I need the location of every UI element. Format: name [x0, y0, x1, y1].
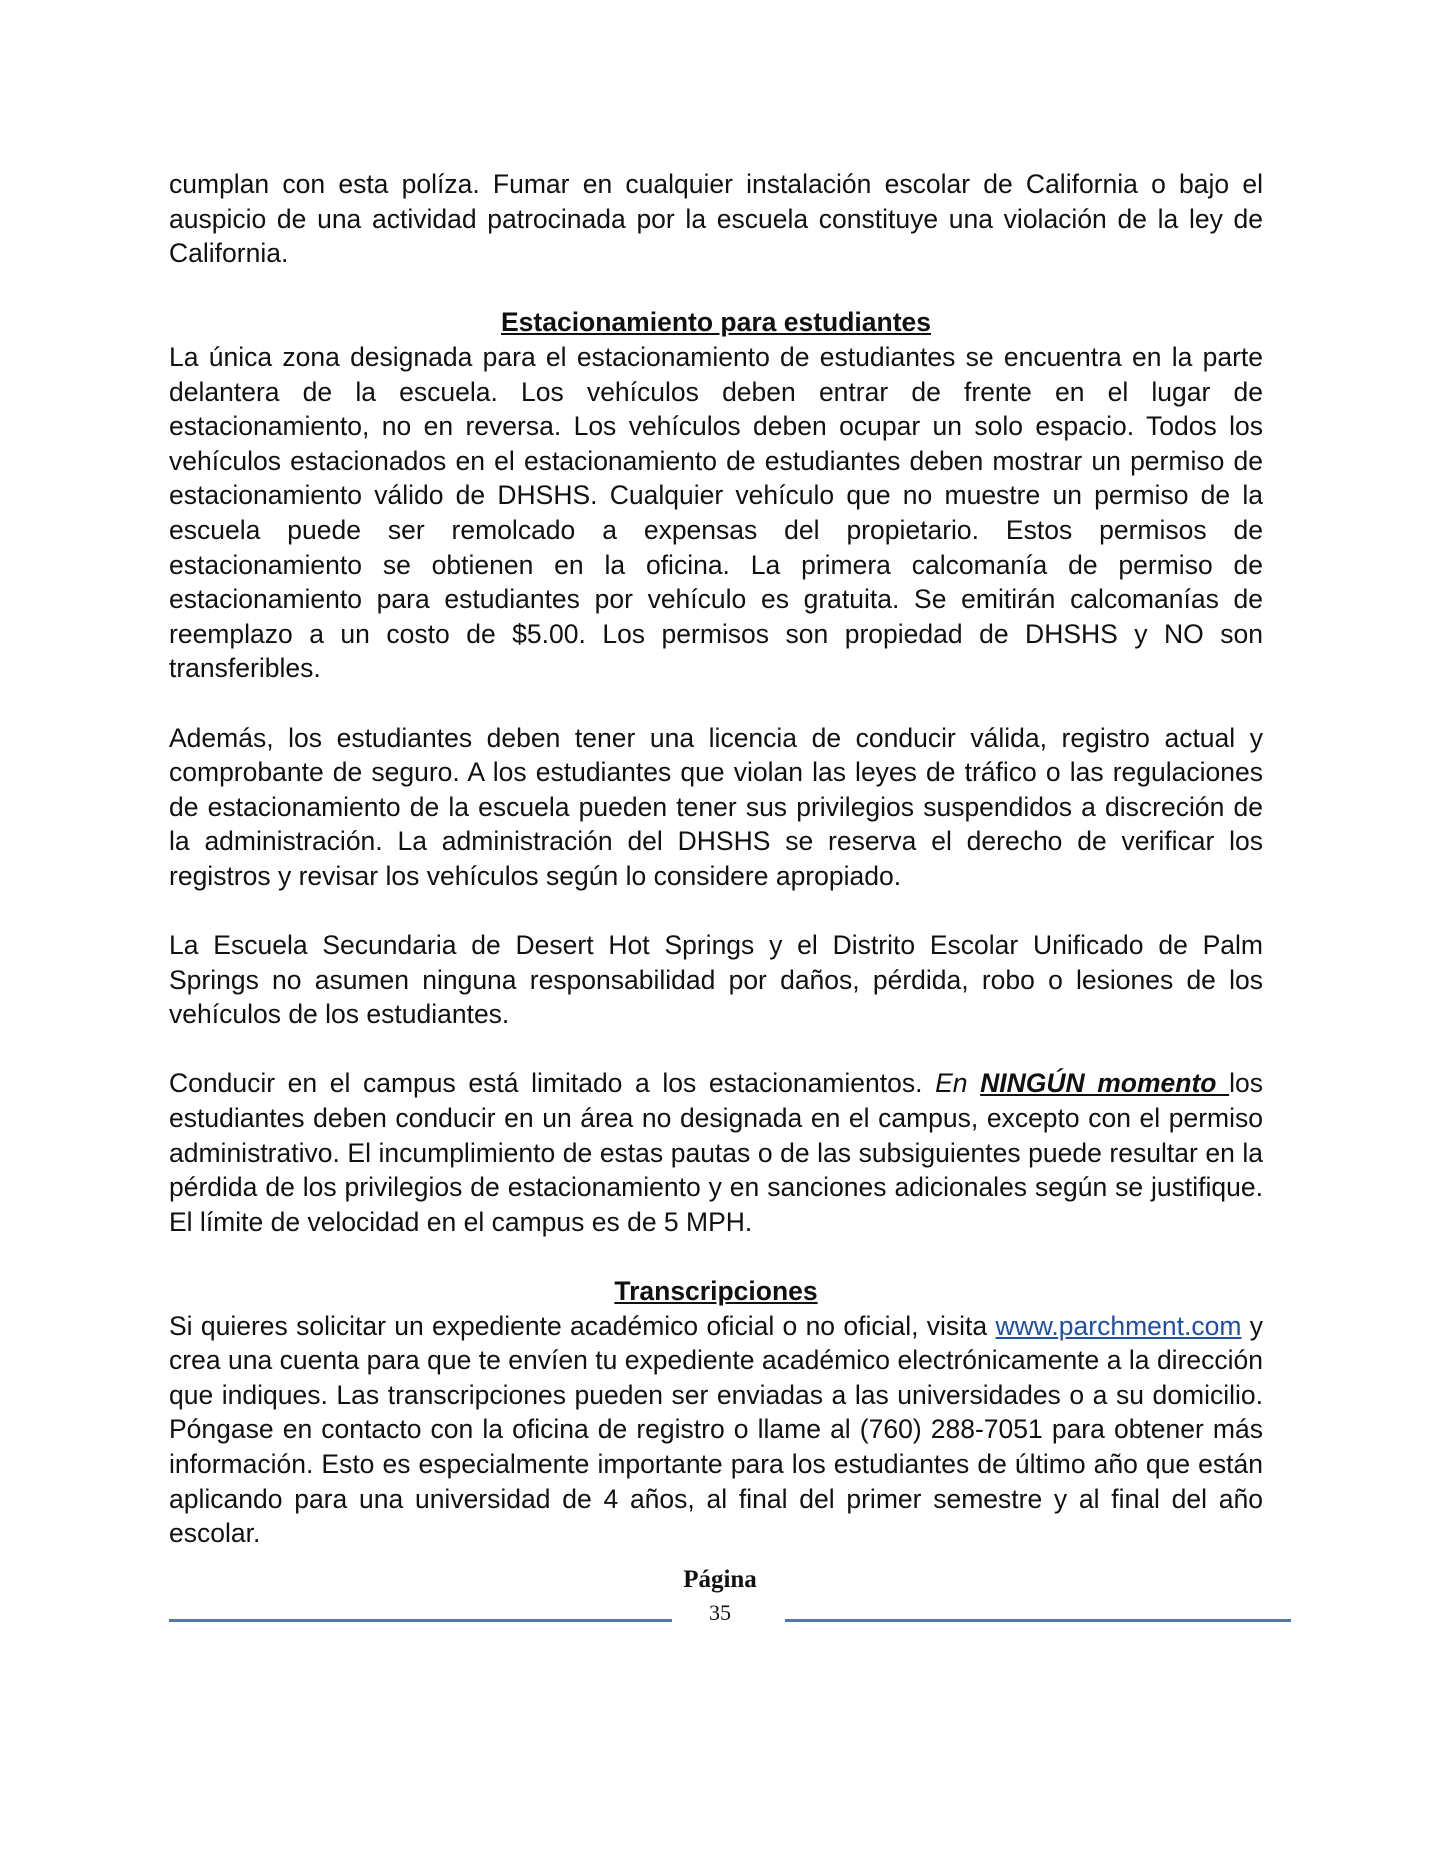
spacer [169, 686, 1263, 721]
spacer [169, 271, 1263, 306]
parchment-link[interactable]: www.parchment.com [995, 1310, 1242, 1341]
parking-paragraph-2: Además, los estudiantes deben tener una licencia de conducir válida, registro actual y comprobante de seguro. A los estudiantes que violan las leyes de tráfico o las regulaciones de estacionamiento de la escuela pueden tener sus privilegios suspendidos a discreción de la administración. La administración del DHSHS se reserva el derecho de verificar los registros y revisar los vehículos según lo considere apropiado. [169, 722, 1263, 891]
page-footer-label: Página [683, 1566, 757, 1593]
spacer [169, 1032, 1263, 1067]
paragraph-lead-text: Conducir en el campus está limitado a los estacionamientos. [169, 1068, 936, 1099]
transcripts-paragraph [169, 1309, 1263, 1551]
emphasis-text: En [935, 1068, 981, 1099]
paragraph-lead-text: Si quieres solicitar un expediente académico oficial o no oficial, visita [169, 1310, 996, 1341]
paragraph-rest-text: y crea una cuenta para que te envíen tu expediente académico electrónicamente a la dirección que indiques. Las transcripciones pueden ser enviadas a las universidades o a su domicilio. Póngase en contacto con la oficina de registro o llame al (760) 288-7051 para obtener más información. Esto es especialmente importante para los estudiantes de último año que están aplicando para una universidad de 4 años, al final del primer semestre y al final del año escolar. [169, 1310, 1263, 1549]
section-heading-parking: Estacionamiento para estudiantes [500, 307, 932, 338]
document-body [169, 167, 1263, 1551]
spacer [169, 893, 1263, 928]
spacer [169, 1239, 1263, 1274]
section-heading-transcripts: Transcripciones [614, 1276, 818, 1306]
footer-divider-right [785, 1619, 1291, 1622]
parking-paragraph-1: La única zona designada para el estacionamiento de estudiantes se encuentra en la parte delantera de la escuela. Los vehículos deben entrar de frente en el lugar de estacionamiento, no en reversa. Los vehículos deben ocupar un solo espacio. Todos los vehículos estacionados en el estacionamiento de estudiantes deben mostrar un permiso de estacionamiento válido de DHSHS. Cualquier vehículo que no muestre un permiso de la escuela puede ser remolcado a expensas del propietario. Estos permisos de estacionamiento se obtienen en la oficina. La primera calcomanía de permiso de estacionamiento para estudiantes por vehículo es gratuita. Se emitirán calcomanías de reemplazo a un costo de $5.00. Los permisos son propiedad de DHSHS y NO son transferibles. [169, 341, 1263, 684]
parking-paragraph-4 [169, 1066, 1263, 1239]
strong-emphasis-text: NINGÚN momento [980, 1068, 1230, 1099]
parking-paragraph-3: La Escuela Secundaria de Desert Hot Springs y el Distrito Escolar Unificado de Palm Springs no asumen ninguna responsabilidad por daños, pérdida, robo o lesiones de los vehículos de los estudiantes. [169, 930, 1263, 1030]
paragraph-rest-text: los estudiantes deben conducir en un área no designada en el campus, excepto con el permiso administrativo. El incumplimiento de estas pautas o de las subsiguientes puede resultar en la pérdida de los privilegios de estacionamiento y en sanciones adicionales según se justifique. El límite de velocidad en el campus es de 5 MPH. [169, 1068, 1264, 1237]
intro-paragraph: cumplan con esta políza. Fumar en cualquier instalación escolar de California o bajo el auspicio de una actividad patrocinada por la escuela constituye una violación de la ley de California. [169, 169, 1263, 269]
page-number: 35 [709, 1600, 731, 1625]
